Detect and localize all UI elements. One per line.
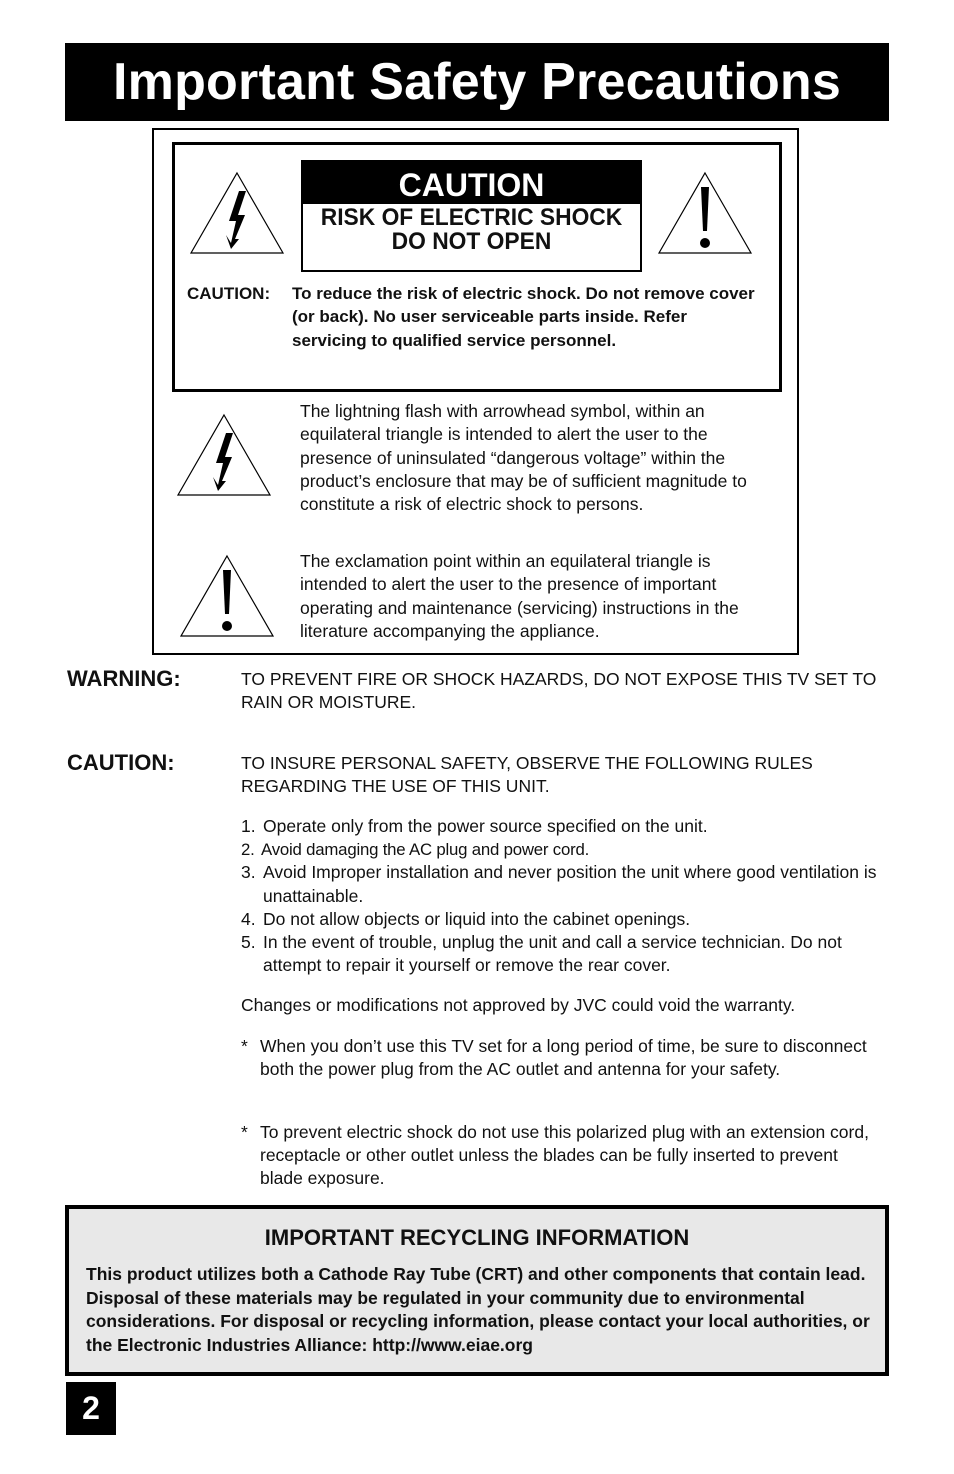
warning-text: TO PREVENT FIRE OR SHOCK HAZARDS, DO NOT EXPOSE THIS TV SET TO RAIN OR MOISTURE. <box>241 669 877 713</box>
page-title: Important Safety Precautions <box>65 43 889 121</box>
list-number: 4. <box>241 908 256 929</box>
note-asterisk: * <box>241 1036 248 1056</box>
list-text: Operate only from the power source specified on the unit. <box>263 816 708 836</box>
caution-paragraph-text: To reduce the risk of electric shock. Do not remove cover (or back). No user serviceable parts inside. Refer servicing to qualified service personnel. <box>292 284 755 350</box>
caution-subtitle <box>311 206 631 254</box>
list-text: Do not allow objects or liquid into the cabinet openings. <box>263 908 691 929</box>
note-asterisk: * <box>241 1122 248 1142</box>
recycling-text: This product utilizes both a Cathode Ray Tube (CRT) and other components that contain lead. Disposal of these materials may be regulated in your community due to environmental considerations. For disposal or recycling information, please contact your local authorities, or the Electronic Industries Alliance: http://www.eiae.org <box>86 1264 870 1355</box>
list-number: 3. <box>241 862 256 883</box>
lightning-symbol-description: The lightning flash with arrowhead symbol, within an equilateral triangle is intended to alert the user to the presence of uninsulated “dangerous voltage” within the product’s enclosure that may be of sufficient magnitude to constitute a risk of electric shock to persons. <box>300 401 747 515</box>
list-item <box>241 838 881 861</box>
list-item <box>241 908 881 931</box>
note-text: When you don’t use this TV set for a long period of time, be sure to disconnect both the power plug from the AC outlet and antenna for your safety. <box>260 1036 867 1080</box>
warranty-note: Changes or modifications not approved by JVC could void the warranty. <box>241 995 796 1015</box>
recycling-info-box <box>65 1205 889 1376</box>
list-number: 2. <box>241 840 255 860</box>
note-text: To prevent electric shock do not use this polarized plug with an extension cord, receptacle or other outlet unless the blades can be fully inserted to prevent blade exposure. <box>260 1122 869 1189</box>
caution-label <box>301 160 642 272</box>
caution-subtitle-line2: DO NOT OPEN <box>391 228 552 255</box>
list-item <box>241 815 881 838</box>
exclamation-symbol-description: The exclamation point within an equilateral triangle is intended to alert the user to the presence of important operating and maintenance (servicing) instructions in the literature accompanying the appliance. <box>300 551 739 641</box>
exclamation-symbol-icon <box>179 554 275 638</box>
list-item <box>241 931 881 977</box>
list-item <box>241 1035 881 1081</box>
rules-list <box>241 815 881 977</box>
list-text: Avoid damaging the AC plug and power cord. <box>261 840 590 860</box>
caution-subtitle-line1: RISK OF ELECTRIC SHOCK <box>320 204 623 231</box>
exclamation-warning-icon <box>657 171 753 255</box>
lightning-warning-icon <box>189 171 285 255</box>
page-number: 2 <box>66 1382 116 1435</box>
caution-label-heading: CAUTION: <box>67 750 175 775</box>
lightning-symbol-icon <box>176 413 272 497</box>
list-text: Avoid Improper installation and never position the unit where good ventilation is unattainable. <box>263 862 877 906</box>
list-number: 1. <box>241 816 256 836</box>
caution-paragraph-label: CAUTION: <box>187 284 271 303</box>
list-item <box>241 1121 881 1191</box>
note-item <box>241 1121 881 1191</box>
list-number: 5. <box>241 932 256 953</box>
caution-text: TO INSURE PERSONAL SAFETY, OBSERVE THE FOLLOWING RULES REGARDING THE USE OF THIS UNIT. <box>241 753 813 797</box>
warning-label: WARNING: <box>67 666 181 691</box>
list-text: In the event of trouble, unplug the unit and call a service technician. Do not attempt to repair it yourself or remove the rear cover. <box>263 932 842 976</box>
note-item <box>241 1035 881 1081</box>
caution-header: CAUTION <box>303 162 640 204</box>
list-item <box>241 861 881 907</box>
recycling-title: IMPORTANT RECYCLING INFORMATION <box>264 1225 690 1250</box>
